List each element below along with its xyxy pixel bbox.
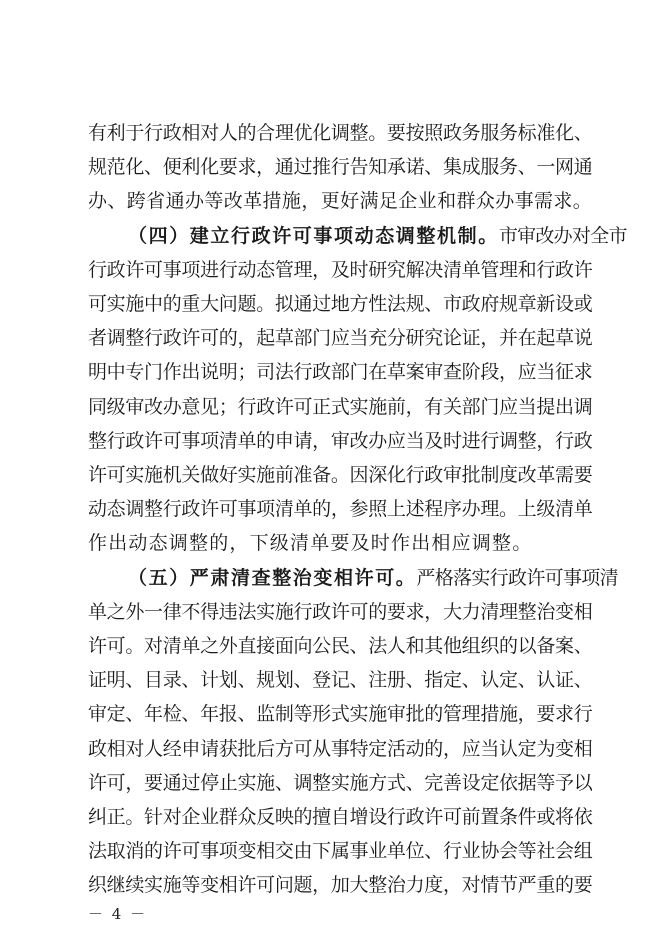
page-number: － 4 － — [88, 905, 148, 923]
body-text-run: 市审改办对全市 — [498, 225, 627, 247]
body-text-line: 审定、年检、年报、监制等形式实施审批的管理措施，要求行 — [88, 703, 593, 725]
body-text-line: 可实施中的重大问题。拟通过地方性法规、市政府规章新设或 — [88, 293, 593, 315]
body-text-line: 证明、目录、计划、规划、登记、注册、指定、认定、认证、 — [88, 669, 593, 691]
body-text-line: 规范化、便利化要求，通过推行告知承诺、集成服务、一网通 — [88, 156, 593, 178]
section-5-heading: （五）严肃清查整治变相许可。 — [128, 567, 417, 589]
body-text-line: 许可。对清单之外直接面向公民、法人和其他组织的以备案、 — [88, 635, 593, 657]
body-text-line: 许可实施机关做好实施前准备。因深化行政审批制度改革需要 — [88, 464, 593, 486]
body-text-line: 行政许可事项进行动态管理，及时研究解决清单管理和行政许 — [88, 259, 593, 281]
section-4-heading: （四）建立行政许可事项动态调整机制。 — [128, 225, 499, 247]
body-text-line: 作出动态调整的，下级清单要及时作出相应调整。 — [88, 532, 533, 554]
body-text-line: 同级审改办意见；行政许可正式实施前，有关部门应当提出调 — [88, 396, 593, 418]
body-text-line: 许可，要通过停止实施、调整实施方式、完善设定依据等予以 — [88, 772, 593, 794]
section-5-first-line — [128, 563, 618, 593]
body-text-line: 者调整行政许可的，起草部门应当充分研究论证，并在起草说 — [88, 327, 593, 349]
body-text-line: 纠正。针对企业群众反映的擅自增设行政许可前置条件或将依 — [88, 806, 593, 828]
section-4-first-line — [128, 221, 627, 251]
body-text-line: 整行政许可事项清单的申请，审改办应当及时进行调整，行政 — [88, 430, 593, 452]
body-text-line: 动态调整行政许可事项清单的，参照上述程序办理。上级清单 — [88, 498, 593, 520]
body-text-line: 织继续实施等变相许可问题，加大整治力度，对情节严重的要 — [88, 874, 593, 896]
body-text-line: 单之外一律不得违法实施行政许可的要求，大力清理整治变相 — [88, 601, 593, 623]
body-text-line: 法取消的许可事项变相交由下属事业单位、行业协会等社会组 — [88, 840, 593, 862]
body-text-line: 政相对人经申请获批后方可从事特定活动的，应当认定为变相 — [88, 738, 593, 760]
body-text-line: 明中专门作出说明；司法行政部门在草案审查阶段，应当征求 — [88, 361, 593, 383]
body-text-line: 办、跨省通办等改革措施，更好满足企业和群众办事需求。 — [88, 190, 593, 212]
body-text-run: 严格落实行政许可事项清 — [416, 567, 618, 589]
body-text-line: 有利于行政相对人的合理优化调整。要按照政务服务标准化、 — [88, 122, 593, 144]
